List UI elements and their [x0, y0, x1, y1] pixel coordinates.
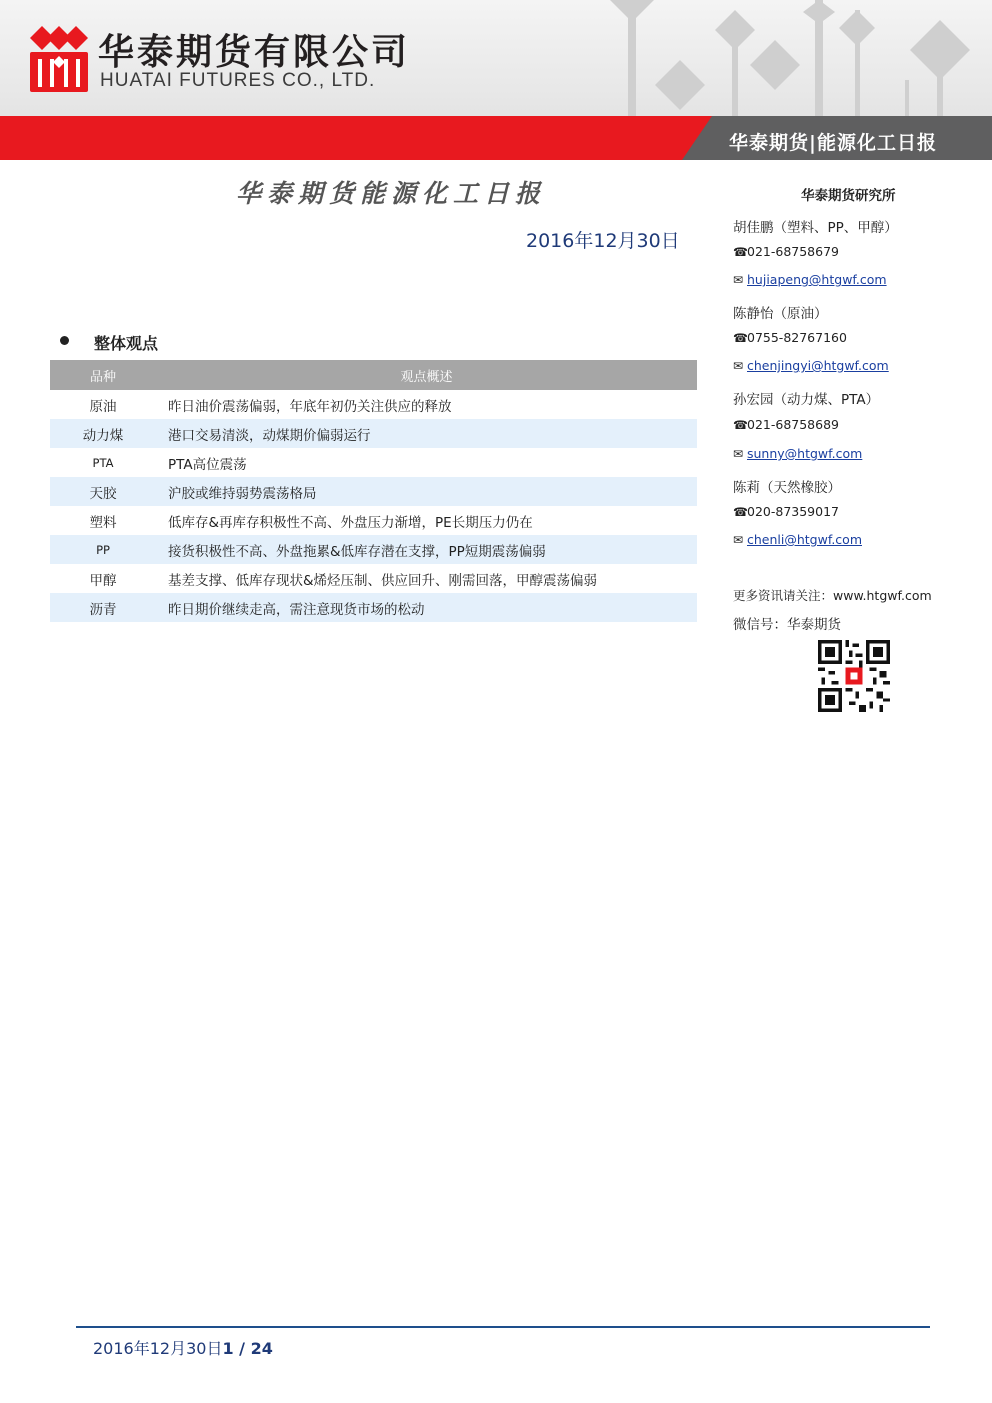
analyst-phone: ☎0755-82767160: [733, 330, 847, 345]
row-view: 低库存&再库存积极性不高、外盘压力渐增，PE长期压力仍在: [168, 514, 533, 531]
phone-icon: ☎: [733, 331, 748, 345]
row-view: 港口交易清淡，动煤期价偏弱运行: [156, 419, 697, 448]
section-title: 整体观点: [94, 334, 159, 353]
analyst-name: 陈莉（天然橡胶）: [733, 480, 841, 496]
row-category: 动力煤: [50, 419, 156, 448]
email-link[interactable]: chenli@htgwf.com: [747, 532, 862, 547]
email-icon: ✉: [733, 447, 744, 461]
footer-date: 2016年12月30日: [93, 1339, 223, 1358]
page-number: 1 / 24: [222, 1339, 273, 1358]
email-link[interactable]: sunny@htgwf.com: [747, 446, 863, 461]
report-title: 华泰期货能源化工日报: [236, 179, 547, 208]
analyst-phone: ☎021-68758689: [733, 417, 839, 432]
phone-icon: ☎: [733, 505, 748, 519]
page-footer: [93, 1336, 273, 1359]
email-link[interactable]: hujiapeng@htgwf.com: [747, 272, 887, 287]
row-view: PTA高位震荡: [168, 456, 247, 473]
email-link[interactable]: chenjingyi@htgwf.com: [747, 358, 889, 373]
row-view: 接货积极性不高、外盘拖累&低库存潜在支撑，PP短期震荡偏弱: [156, 535, 697, 564]
analyst-name: 孙宏园（动力煤、PTA）: [733, 392, 880, 408]
analyst-name: 胡佳鹏（塑料、PP、甲醇）: [733, 220, 898, 236]
email-icon: ✉: [733, 273, 744, 287]
row-category: 塑料: [89, 514, 117, 531]
row-view: 昨日油价震荡偏弱，年底年初仍关注供应的释放: [168, 398, 452, 415]
institute-name: 华泰期货研究所: [801, 188, 896, 204]
decorative-pattern: [560, 0, 992, 118]
table-row: [50, 593, 697, 622]
table-row: [50, 448, 697, 477]
row-view: 基差支撑、低库存现状&烯烃压制、供应回升、刚需回落，甲醇震荡偏弱: [168, 572, 598, 589]
header-tab-title: 华泰期货|能源化工日报: [729, 132, 937, 154]
analyst-phone: ☎021-68758679: [733, 244, 839, 259]
phone-icon: ☎: [733, 418, 748, 432]
analyst-email: [733, 446, 862, 461]
analyst-phone: ☎020-87359017: [733, 504, 839, 519]
row-category: PP: [50, 535, 156, 564]
analyst-email: [733, 532, 862, 547]
phone-icon: ☎: [733, 245, 748, 259]
qr-code-icon: [818, 640, 890, 712]
company-name-en: HUATAI FUTURES CO., LTD.: [100, 70, 376, 91]
wechat-id: 微信号：华泰期货: [733, 617, 841, 633]
row-category: 沥青: [50, 593, 156, 622]
row-category: 甲醇: [89, 572, 117, 589]
table-row: [50, 477, 697, 506]
report-date: 2016年12月30日: [526, 230, 680, 252]
company-logo-icon: [30, 26, 88, 92]
table-row: [50, 564, 697, 593]
row-category: 天胶: [50, 477, 156, 506]
row-category: PTA: [92, 455, 114, 470]
email-icon: ✉: [733, 533, 744, 547]
table-row: [50, 419, 697, 448]
row-view: 沪胶或维持弱势震荡格局: [156, 477, 697, 506]
table-row: [50, 535, 697, 564]
table-row: [50, 506, 697, 535]
analyst-email: [733, 358, 889, 373]
analyst-email: [733, 272, 887, 287]
analyst-name: 陈静怡（原油）: [733, 306, 828, 322]
more-info: 更多资讯请关注：www.htgwf.com: [733, 588, 932, 603]
column-header-view: 观点概述: [156, 360, 697, 390]
table-row: [50, 390, 697, 419]
email-icon: ✉: [733, 359, 744, 373]
bullet-icon: [60, 336, 69, 345]
company-name-cn: 华泰期货有限公司: [98, 32, 411, 73]
row-view: 昨日期价继续走高，需注意现货市场的松动: [156, 593, 697, 622]
footer-divider: [76, 1326, 930, 1328]
column-header-category: 品种: [50, 360, 156, 390]
row-category: 原油: [89, 398, 117, 415]
table-header-row: [50, 360, 697, 390]
page-header: [0, 0, 992, 160]
views-table: [50, 360, 697, 622]
